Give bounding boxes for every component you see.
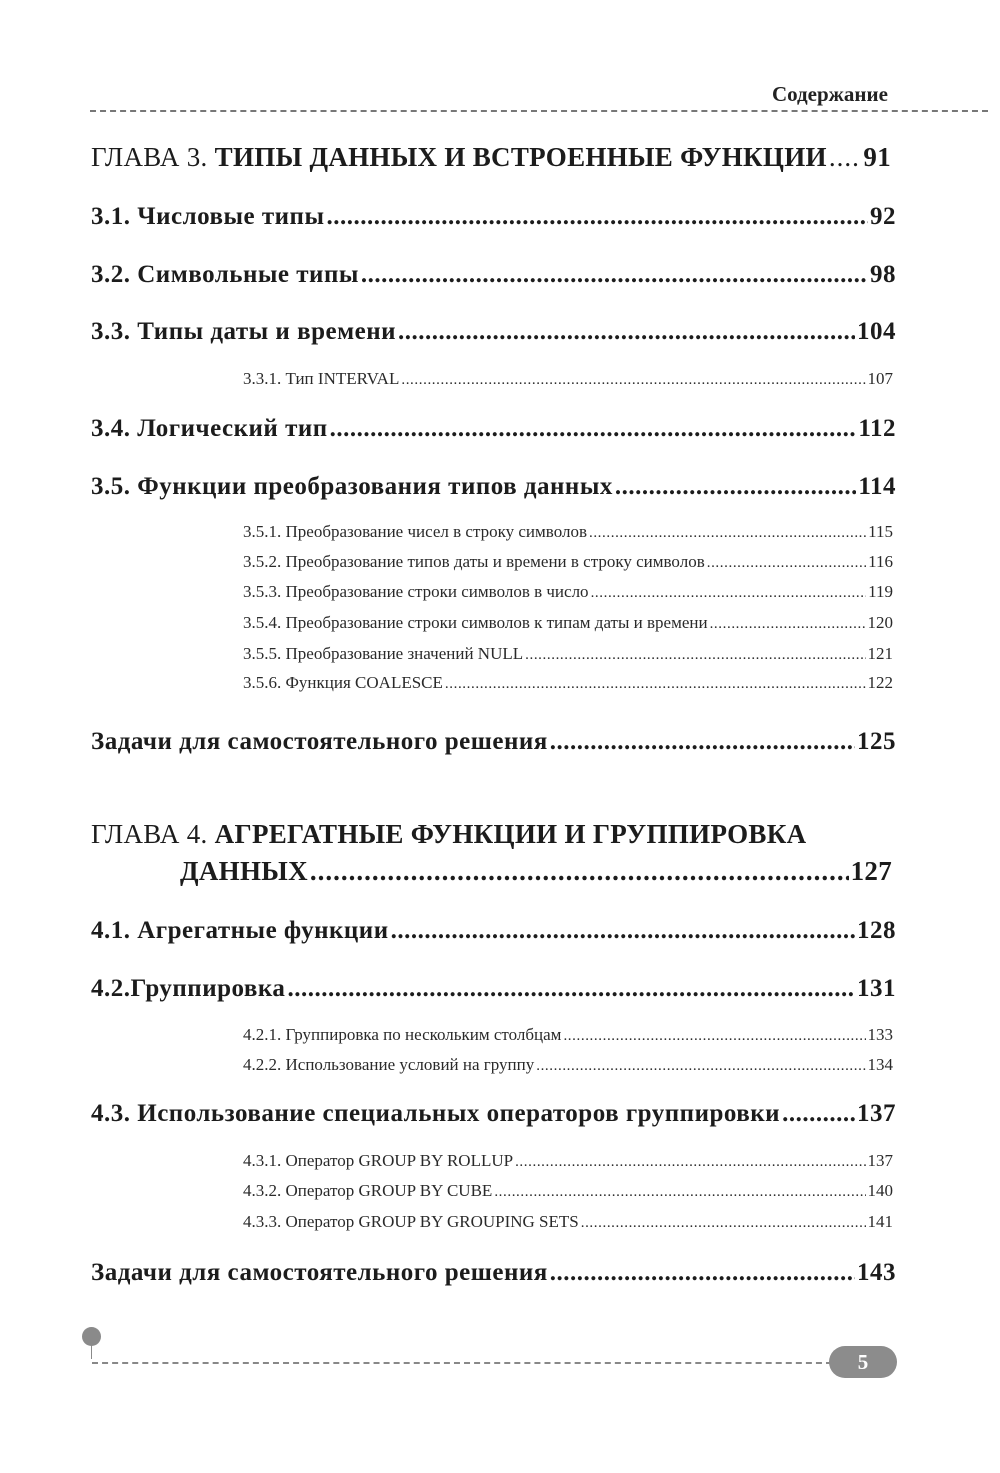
subsection-page: 140 xyxy=(867,1181,893,1200)
subsection-title: 3.5.1. Преобразование чисел в строку символов xyxy=(243,522,587,541)
subsection-title: 3.5.6. Функция COALESCE xyxy=(243,673,443,692)
page-number-badge: 5 xyxy=(829,1346,897,1378)
subsection-page: 119 xyxy=(868,582,893,601)
leader-dots xyxy=(591,585,867,602)
section-page: 128 xyxy=(857,917,896,944)
section-title: 4.2.Группировка xyxy=(91,975,286,1002)
leader-dots xyxy=(391,917,855,945)
toc-section-entry[interactable] xyxy=(91,917,896,945)
leader-dots xyxy=(361,261,868,289)
leader-dots xyxy=(589,525,866,542)
subsection-title: 4.3.3. Оператор GROUP BY GROUPING SETS xyxy=(243,1212,579,1231)
subsection-title: 4.2.2. Использование условий на группу xyxy=(243,1055,535,1074)
subsection-page: 107 xyxy=(867,369,893,388)
leader-dots xyxy=(615,473,857,501)
section-title: 3.2. Символьные типы xyxy=(91,261,359,288)
leader-dots xyxy=(710,616,866,633)
subsection-page: 115 xyxy=(868,522,893,541)
section-title: 3.1. Числовые типы xyxy=(91,203,325,230)
toc-subsection-entry[interactable] xyxy=(243,613,893,633)
leader-dots xyxy=(563,1028,865,1045)
subsection-page: 120 xyxy=(867,613,893,632)
footer-bullet-stem xyxy=(91,1345,92,1359)
subsection-page: 116 xyxy=(868,552,893,571)
running-header: Содержание xyxy=(772,82,888,106)
leader-dots xyxy=(515,1154,865,1171)
section-title: 4.1. Агрегатные функции xyxy=(91,917,389,944)
toc-subsection-entry[interactable] xyxy=(243,1151,893,1171)
leader-dots xyxy=(536,1058,865,1075)
leader-dots xyxy=(550,728,855,756)
section-title: 3.3. Типы даты и времени xyxy=(91,318,397,345)
leader-dots xyxy=(550,1259,855,1287)
chapter-prefix: ГЛАВА 4. xyxy=(91,819,208,849)
chapter-page: 127 xyxy=(850,856,892,886)
leader-dots xyxy=(707,555,866,572)
toc-section-entry[interactable] xyxy=(91,473,896,501)
toc-section-entry[interactable] xyxy=(91,203,896,231)
chapter-4-entry[interactable] xyxy=(91,819,851,850)
toc-subsection-entry[interactable] xyxy=(243,644,893,664)
subsection-title: 4.2.1. Группировка по нескольким столбцам xyxy=(243,1025,562,1044)
section-title: Задачи для самостоятельного решения xyxy=(91,728,548,755)
toc-subsection-entry[interactable] xyxy=(243,1025,893,1045)
footer-bullet-icon xyxy=(82,1327,101,1346)
chapter-title-continued: ДАННЫХ xyxy=(180,856,308,886)
toc-section-entry[interactable] xyxy=(91,1100,896,1128)
subsection-page: 133 xyxy=(867,1025,893,1044)
section-title: 4.3. Использование специальных операторов группировки xyxy=(91,1100,781,1127)
subsection-page: 134 xyxy=(867,1055,893,1074)
chapter-prefix: ГЛАВА 3. xyxy=(91,142,208,172)
subsection-page: 141 xyxy=(867,1212,893,1231)
chapter-page: 91 xyxy=(863,142,891,172)
subsection-title: 4.3.2. Оператор GROUP BY CUBE xyxy=(243,1181,493,1200)
chapter-3-entry[interactable] xyxy=(91,142,891,173)
section-page: 143 xyxy=(857,1259,896,1286)
section-title: Задачи для самостоятельного решения xyxy=(91,1259,548,1286)
section-page: 131 xyxy=(857,975,896,1002)
leader-dots xyxy=(330,415,857,443)
toc-subsection-entry[interactable] xyxy=(243,369,893,389)
chapter-4-entry-line2[interactable] xyxy=(180,856,892,887)
toc-subsection-entry[interactable] xyxy=(243,522,893,542)
subsection-title: 3.5.5. Преобразование значений NULL xyxy=(243,644,524,663)
leader-dots xyxy=(310,856,849,887)
toc-subsection-entry[interactable] xyxy=(243,582,893,602)
subsection-page: 137 xyxy=(867,1151,893,1170)
leader-dots xyxy=(287,975,855,1003)
subsection-title: 3.5.2. Преобразование типов даты и времени в строку символов xyxy=(243,552,705,571)
leader-dots xyxy=(525,647,865,664)
section-page: 137 xyxy=(857,1100,896,1127)
section-title: 3.5. Функции преобразования типов данных xyxy=(91,473,613,500)
leader-dots xyxy=(401,372,865,389)
toc-subsection-entry[interactable] xyxy=(243,1181,893,1201)
subsection-title: 4.3.1. Оператор GROUP BY ROLLUP xyxy=(243,1151,514,1170)
subsection-page: 122 xyxy=(867,673,893,692)
subsection-title: 3.3.1. Тип INTERVAL xyxy=(243,369,400,388)
subsection-title: 3.5.3. Преобразование строки символов в число xyxy=(243,582,589,601)
leader-dots xyxy=(398,318,855,346)
toc-subsection-entry[interactable] xyxy=(243,1212,893,1232)
section-page: 125 xyxy=(857,728,896,755)
toc-section-entry[interactable] xyxy=(91,975,896,1003)
section-page: 98 xyxy=(870,261,896,288)
subsection-title: 3.5.4. Преобразование строки символов к типам даты и времени xyxy=(243,613,708,632)
section-page: 114 xyxy=(858,473,896,500)
leader-dots xyxy=(782,1100,855,1128)
leader-dots xyxy=(445,676,866,693)
section-page: 92 xyxy=(870,203,896,230)
footer-divider xyxy=(92,1362,832,1364)
section-page: 104 xyxy=(857,318,896,345)
chapter-title: АГРЕГАТНЫЕ ФУНКЦИИ И ГРУППИРОВКА xyxy=(214,819,807,849)
toc-section-entry[interactable] xyxy=(91,728,896,756)
toc-section-entry[interactable] xyxy=(91,415,896,443)
subsection-page: 121 xyxy=(867,644,893,663)
leader-dots xyxy=(326,203,868,231)
section-page: 112 xyxy=(858,415,896,442)
toc-section-entry[interactable] xyxy=(91,261,896,289)
chapter-title: ТИПЫ ДАННЫХ И ВСТРОЕННЫЕ ФУНКЦИИ xyxy=(214,142,827,172)
leader-dots xyxy=(581,1215,866,1232)
toc-subsection-entry[interactable] xyxy=(243,1055,893,1075)
toc-section-entry[interactable] xyxy=(91,1259,896,1287)
leader-dots xyxy=(829,142,862,173)
toc-section-entry[interactable] xyxy=(91,318,896,346)
header-divider xyxy=(90,110,988,112)
toc-subsection-entry[interactable] xyxy=(243,552,893,572)
section-title: 3.4. Логический тип xyxy=(91,415,328,442)
leader-dots xyxy=(494,1184,865,1201)
toc-subsection-entry[interactable] xyxy=(243,673,893,693)
